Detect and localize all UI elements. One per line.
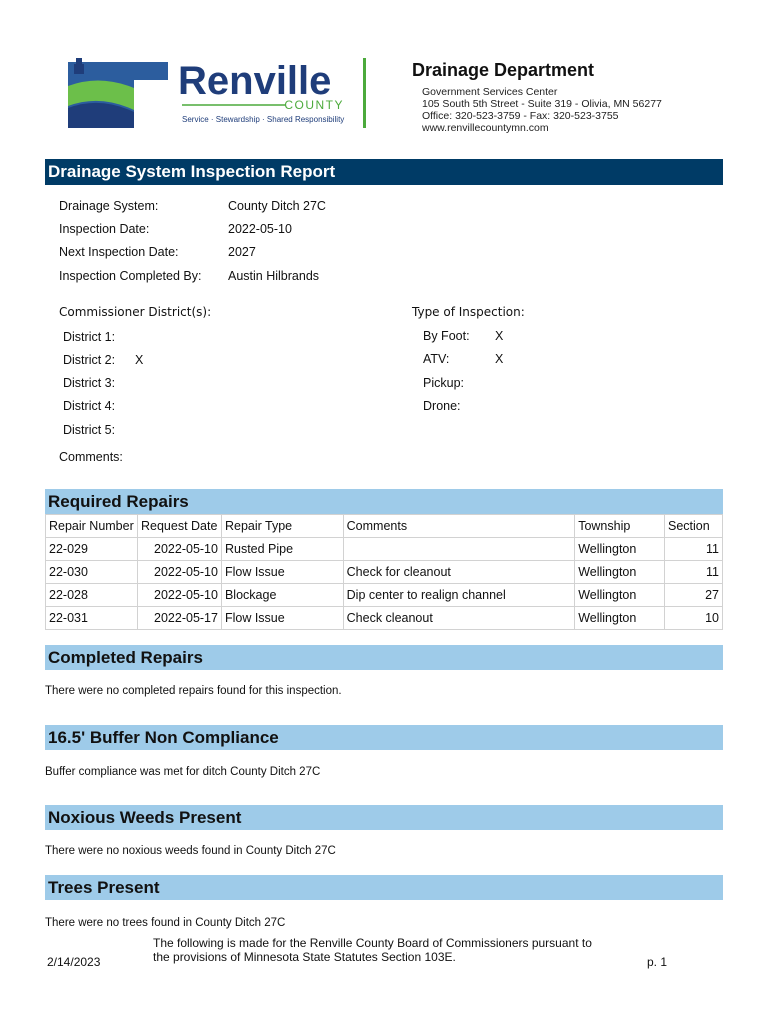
weeds-note: There were no noxious weeds found in County Ditch 27C [45,845,336,857]
column-header: Repair Number [46,515,138,538]
repair-comments: Check for cleanout [343,561,575,584]
township: Wellington [575,584,665,607]
repair-comments: Dip center to realign channel [343,584,575,607]
table-row [46,607,723,630]
field-label: Inspection Completed By: [59,269,202,283]
section-number: 27 [665,584,723,607]
request-date: 2022-05-10 [137,561,221,584]
address-line-3: Office: 320-523-3759 - Fax: 320-523-3755 [422,110,619,122]
table-row [46,561,723,584]
column-header: Township [575,515,665,538]
buffer-note: Buffer compliance was met for ditch County Ditch 27C [45,766,321,778]
township: Wellington [575,607,665,630]
repair-type: Flow Issue [221,607,343,630]
section-number: 10 [665,607,723,630]
request-date: 2022-05-17 [137,607,221,630]
section-number: 11 [665,561,723,584]
township: Wellington [575,561,665,584]
district-label: District 2: [63,353,116,367]
repair-type: Rusted Pipe [221,538,343,561]
district-label: District 1: [63,330,116,344]
footer-date: 2/14/2023 [47,955,101,969]
column-header: Comments [343,515,575,538]
field-label: Drainage System: [59,199,159,213]
website-link[interactable]: www.renvillecountymn.com [422,122,549,134]
repair-comments [343,538,575,561]
table-row [46,538,723,561]
footer-statement-line-1: The following is made for the Renville County Board of Commissioners pursuant to [153,936,592,950]
required-repairs-table [45,514,723,630]
column-header: Section [665,515,723,538]
request-date: 2022-05-10 [137,584,221,607]
completed-repairs-note: There were no completed repairs found for this inspection. [45,685,342,697]
table-row [46,584,723,607]
inspection-type-label: Pickup: [423,376,464,390]
field-value: 2022-05-10 [228,222,292,236]
field-value: County Ditch 27C [228,199,326,213]
column-header: Repair Type [221,515,343,538]
logo-name: Renville [178,59,332,103]
section-trees-present: Trees Present [45,875,723,900]
renville-county-logo [60,50,360,134]
field-label: Inspection Date: [59,222,150,236]
trees-note: There were no trees found in County Ditch 27C [45,917,286,929]
address-line-1: Government Services Center [422,86,558,98]
request-date: 2022-05-10 [137,538,221,561]
column-header: Request Date [137,515,221,538]
repair-number: 22-031 [46,607,138,630]
repair-type: Blockage [221,584,343,607]
section-noxious-weeds: Noxious Weeds Present [45,805,723,830]
inspection-type-label: By Foot: [423,329,470,343]
section-number: 11 [665,538,723,561]
inspection-type-mark: X [495,329,504,343]
footer-statement-line-2: the provisions of Minnesota State Statutes Section 103E. [153,950,456,964]
section-buffer-compliance: 16.5' Buffer Non Compliance [45,725,723,750]
landscape-emblem-icon [68,58,168,128]
field-label: Next Inspection Date: [59,245,179,259]
district-label: District 5: [63,423,116,437]
inspection-type-label: ATV: [423,352,450,366]
repair-number: 22-030 [46,561,138,584]
inspection-type-label: Drone: [423,399,461,413]
comments-label: Comments: [59,450,123,464]
district-label: District 4: [63,399,116,413]
section-required-repairs: Required Repairs [45,489,723,514]
table-header-row [46,515,723,538]
department-title: Drainage Department [412,60,595,80]
repair-number: 22-029 [46,538,138,561]
header-divider [363,58,366,128]
districts-heading: Commissioner District(s): [59,305,212,319]
repair-comments: Check cleanout [343,607,575,630]
field-value: 2027 [228,245,256,259]
repair-number: 22-028 [46,584,138,607]
inspection-type-mark: X [495,352,504,366]
district-mark: X [135,353,144,367]
report-title: Drainage System Inspection Report [45,159,723,185]
township: Wellington [575,538,665,561]
inspection-type-heading: Type of Inspection: [412,305,525,319]
district-label: District 3: [63,376,116,390]
page-number: p. 1 [647,955,668,969]
logo-sub: COUNTY [284,98,344,112]
repair-type: Flow Issue [221,561,343,584]
field-value: Austin Hilbrands [228,269,320,283]
section-completed-repairs: Completed Repairs [45,645,723,670]
address-line-2: 105 South 5th Street - Suite 319 - Olivia, MN 56277 [422,98,662,110]
logo-tagline: Service · Stewardship · Shared Responsibility [182,115,345,124]
